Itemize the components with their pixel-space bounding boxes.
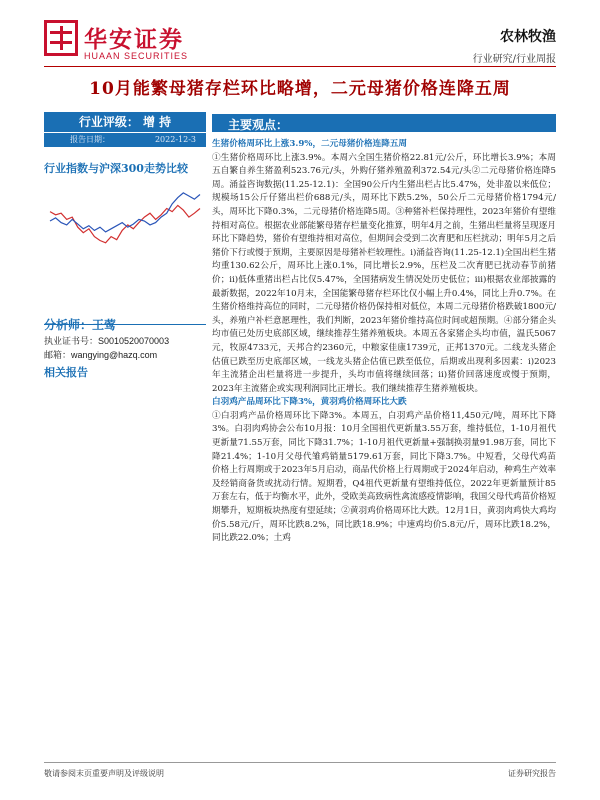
chart-heading: 行业指数与沪深300走势比较 [44, 162, 188, 175]
industry-rating: 行业评级： 增 持 [44, 112, 206, 132]
index-comparison-chart [44, 176, 206, 266]
main-points-title: 主要观点： [228, 118, 289, 132]
brand-logo [44, 20, 262, 64]
analyst-divider [44, 324, 206, 325]
section-heading: 白羽鸡产品周环比下降3%，黄羽鸡价格周环比大跌 [212, 397, 407, 408]
report-date-label: 报告日期： [70, 135, 110, 144]
series-line-1 [50, 205, 200, 242]
main-body [212, 138, 556, 546]
analyst-cert: 执业证书号：S0010520070003 [44, 336, 170, 346]
footer-divider [44, 762, 556, 763]
section-paragraph: ①白羽鸡产品价格周环比下降3%。本周五，白羽鸡产品价格11,450元/吨，周环比下降3%。白羽肉鸡协会公布10月报：10月全国祖代更新量3.55万套，维持低位，1-10月祖代更新量71.55万套，同比下降31.7%；1-10月祖代更新量+强制换羽量91.98万套，同比下降21.4%；1-10月父母代雏鸡销量5179.61万套，同比下降3.7%。中短看，父母代鸡苗价格上行周期或于2023年5月启动，商品代价格上行周期或于2024年启动，种鸡生产效率及经销商备货或扰动行情。短期看，Q4祖代更新量有望维持低位，2022年更新量预计85万套左右，低于均衡水平，此外，受欧美高致病性禽流感疫情影响，我国父母代鸡苗价格短期攀升，短期板块热度有望延续；②黄羽鸡价格周环比大跌。12月1日，黄羽肉鸡快大鸡均价5.58元/斤，周环比跌8.2%，同比跌18.9%；中速鸡均价5.8元/斤，周环比跌18.2%，同比跌22.0%；土鸡 [212, 410, 556, 544]
analyst-name: 分析师：王莺 [44, 318, 117, 332]
report-date-value: 2022-12-3 [154, 135, 196, 144]
header-right [473, 26, 556, 65]
series-line-2 [50, 193, 200, 232]
related-reports-heading: 相关报告 [44, 366, 88, 379]
logo-mark-icon [44, 20, 78, 56]
sector-label: 农林牧渔 [500, 29, 556, 45]
logo-text: 华安证券 [84, 26, 184, 53]
footer-label: 证券研究报告 [508, 769, 556, 778]
footer-disclaimer: 敬请参阅末页重要声明及评级说明 [44, 769, 164, 778]
report-title: 10月能繁母猪存栏环比略增，二元母猪价格连降五周 [89, 79, 511, 99]
section-paragraph: ①生猪价格周环比上涨3.9%。本周六全国生猪价格22.81元/公斤，环比增长3.9%；本周五自繁自养生猪盈利523.76元/头，外购仔猪养殖盈利372.54元/头②二元母猪价格连降5周。涌益咨询数据(11.25-12.1)：全国90公斤内生猪出栏占比5.47%，处非盈以来低位；规模场15公斤仔猪出栏价688元/头，周环比下跌5.2%，50公斤二元母猪价格1794元/头，周环比下降0.3%，二元母猪价格连降5周。③种猪补栏保持理性，2023年猪价有望维持相对高位。根据农业部能繁母猪存栏量变化推算，明年4月之前，生猪出栏量将呈现逐月环比下降趋势，猪价有望维持相对高位，但期间会受到二次育肥和压栏扰动；明年5月之后猪价下行或慢于预期，主要原因是母猪补栏较理性。i)涌益咨询(11.25-12.1)全国出栏生猪均重130.62公斤，周环比上涨0.1%，同比增长2.9%，压栏及二次育肥已扰动春节前猪价；ii)低体重猪出栏占比仅5.47%，全国猪病发生情况处历史低位；iii)根据农业部披露的最新数据，2022年10月末，全国能繁母猪存栏环比仅小幅上升0.4%，同比上升0.7%。在生猪价格维持高位的同时，二元母猪价格仍保持相对低位，本周二元母猪价格跌破1800元/头，养殖户补栏意愿理性，我们判断，2023年猪价维持高位时间或超预期。④部分猪企头均市值已处历史底部区域，继续推荐生猪养殖板块。本周五各家猪企头均市值，温氏5067元，牧原4733元，天邦合约2360元，中粮家佳康1739元，正邦1370元。二线龙头猪企估值已跌至历史底部区域，一线龙头猪企估值已跌至低位，后期或出现利多因素：i)2023年主流猪企出栏量将进一步提升，头均市值将继续回落；ii)猪价回落速度或慢于预期，2023年主流猪企或实现利润同比正增长。我们继续推荐生猪养殖板块。 [212, 152, 556, 394]
logo-subtext: HUAAN SECURITIES [84, 51, 189, 61]
report-date-row [44, 133, 206, 147]
main-points-header [212, 114, 556, 132]
header-divider [44, 66, 556, 67]
section-heading: 生猪价格周环比上涨3.9%，二元母猪价格连降五周 [212, 139, 407, 149]
report-category: 行业研究/行业周报 [472, 54, 556, 65]
analyst-email[interactable]: 邮箱：wangying@hazq.com [44, 350, 158, 360]
